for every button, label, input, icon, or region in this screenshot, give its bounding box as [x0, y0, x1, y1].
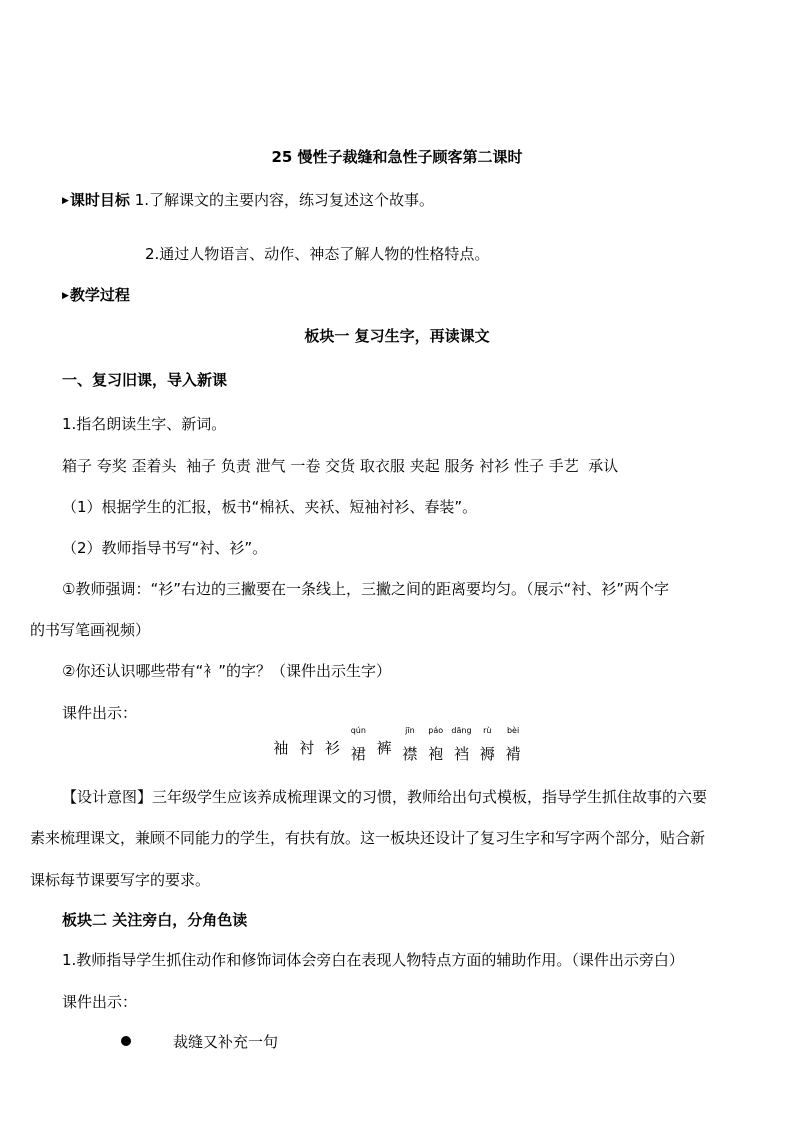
goal-line	[62, 190, 434, 211]
note2: ②你还认识哪些带有“衤”的字？（课件出示生字）	[62, 662, 391, 680]
courseware-label: 课件出示：	[62, 704, 138, 722]
design-line1: 【设计意图】三年级学生应该养成梳理课文的习惯，教师给出句式模板，指导学生抓住故事的六要	[62, 788, 708, 806]
bullet-icon	[121, 1036, 131, 1046]
page-title: 25 慢性子裁缝和急性子顾客第二课时	[271, 148, 523, 166]
note1-line1: ①教师强调：“衫”右边的三撇要在一条线上，三撇之间的距离要均匀。（展示“衬、衫”两个字	[62, 580, 670, 598]
character: rù 褥	[479, 726, 495, 763]
goal-label: 课时目标	[69, 191, 130, 209]
item1: 1.指名朗读生字、新词。	[62, 415, 227, 433]
step1: （1）根据学生的汇报，板书“棉袄、夹袄、短袖衬衫、春装”。	[62, 498, 478, 516]
character-list	[0, 726, 794, 763]
character: 衬	[299, 739, 315, 757]
arrow-icon: ▶	[62, 196, 69, 206]
design-line2: 素来梳理课文，兼顾不同能力的学生，有扶有放。这一板块还设计了复习生字和写字两个部分，贴合新	[30, 829, 706, 847]
character: páo 袍	[428, 726, 444, 763]
courseware-label-2: 课件出示：	[62, 993, 138, 1011]
arrow-icon: ▶	[62, 291, 69, 301]
character: 裤	[376, 739, 392, 757]
character: bèi 褙	[505, 726, 521, 763]
step2: （2）教师指导书写“衬、衫”。	[62, 539, 268, 557]
goal-1: 1.了解课文的主要内容，练习复述这个故事。	[134, 191, 435, 209]
design-line3: 课标每节课要写字的要求。	[30, 871, 211, 889]
character: 袖	[273, 739, 289, 757]
character: qún 裙	[350, 726, 366, 763]
note1-line2: 的书写笔画视频）	[30, 621, 151, 639]
item2: 1.教师指导学生抓住动作和修饰词体会旁白在表现人物特点方面的辅助作用。（课件出示旁白）	[62, 951, 684, 969]
section2-title: 板块二 关注旁白，分角色读	[62, 911, 248, 929]
goal-2: 2.通过人物语言、动作、神态了解人物的性格特点。	[145, 245, 490, 263]
character: 衫	[325, 739, 341, 757]
process-line	[62, 285, 130, 306]
process-label: 教学过程	[69, 286, 130, 304]
words-line: 箱子 夸奖 歪着头 袖子 负责 泄气 一卷 交货 取衣服 夹起 服务 衬衫 性子 手艺 承认	[62, 457, 619, 475]
character: dāng 裆	[451, 726, 472, 763]
bullet-text: 裁缝又补充一句	[173, 1033, 279, 1051]
section1-title: 板块一 复习生字，再读课文	[304, 327, 490, 345]
part1-heading: 一、复习旧课，导入新课	[62, 371, 228, 389]
character: jīn 襟	[402, 726, 418, 763]
